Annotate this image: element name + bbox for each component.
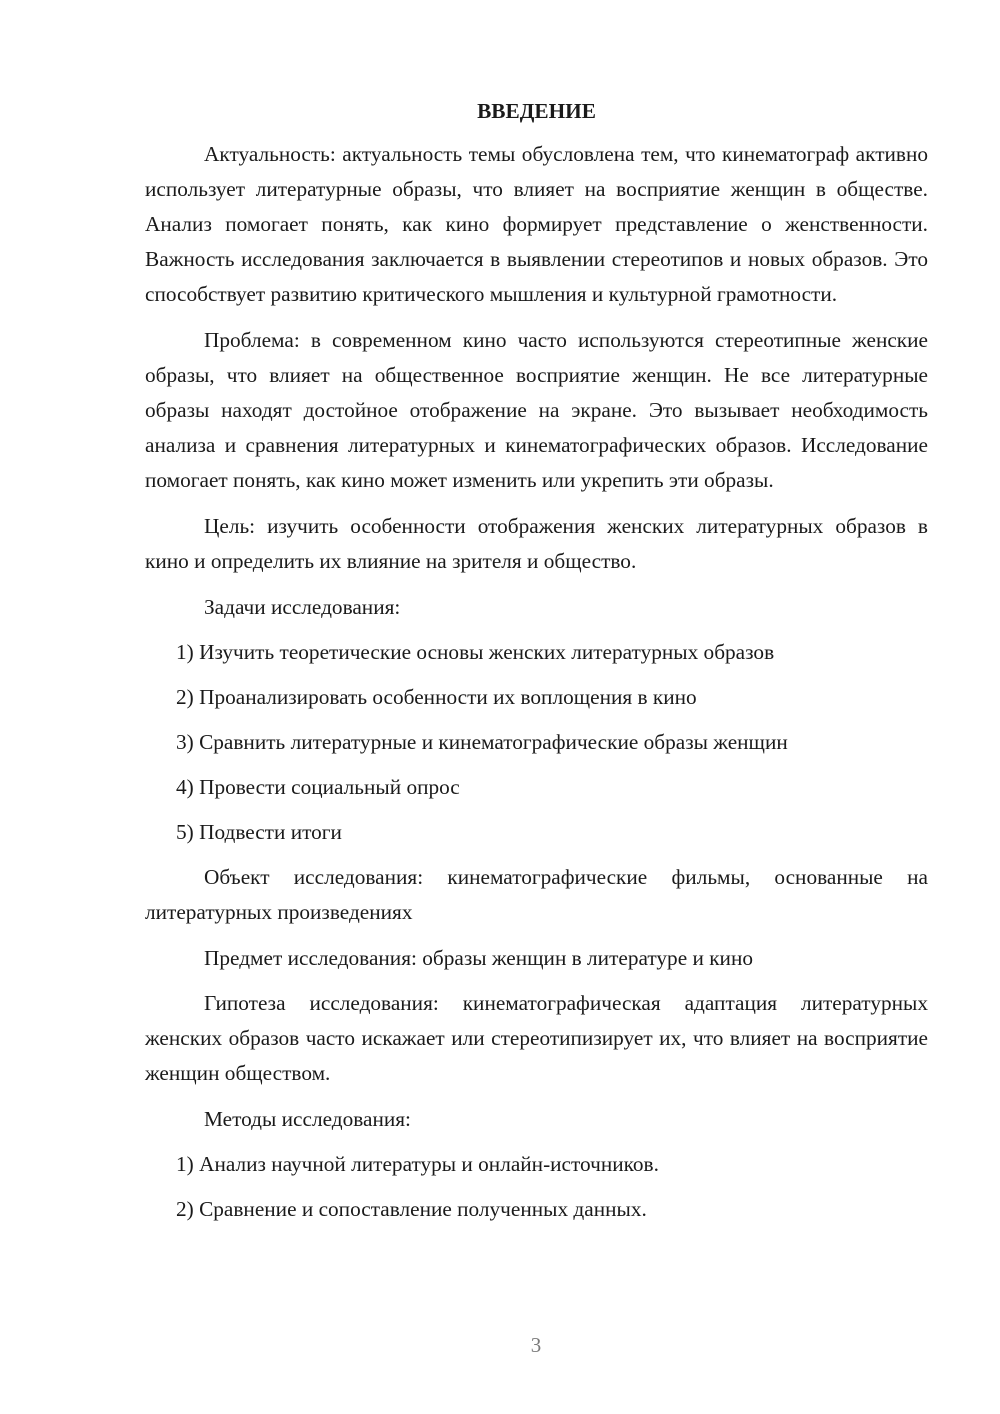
problem-paragraph: Проблема: в современном кино часто используются стереотипные женские образы, что влияет на общественное восприятие женщин. Не все литературные образы находят достойное отображение на экране. Это вызывает необходимость анализа и сравнения литературных и кинематографических образов. Исследование помогает понять, как кино может изменить или укрепить эти образы. bbox=[145, 328, 928, 492]
subject-paragraph: Предмет исследования: образы женщин в литературе и кино bbox=[204, 946, 753, 970]
hypothesis-paragraph: Гипотеза исследования: кинематографическая адаптация литературных женских образов часто искажает или стереотипизирует их, что влияет на восприятие женщин обществом. bbox=[145, 991, 928, 1085]
tasks-list bbox=[145, 635, 928, 850]
page-number: 3 bbox=[530, 1333, 542, 1357]
methods-list bbox=[145, 1147, 928, 1227]
list-item: 3) Сравнить литературные и кинематографические образы женщин bbox=[176, 730, 788, 754]
list-item: 2) Проанализировать особенности их воплощения в кино bbox=[176, 685, 697, 709]
document-page bbox=[145, 96, 928, 1237]
list-item: 1) Анализ научной литературы и онлайн-источников. bbox=[176, 1152, 659, 1176]
list-item: 2) Сравнение и сопоставление полученных данных. bbox=[176, 1197, 647, 1221]
list-item: 5) Подвести итоги bbox=[176, 820, 342, 844]
object-paragraph: Объект исследования: кинематографические фильмы, основанные на литературных произведениях bbox=[145, 865, 928, 924]
tasks-heading: Задачи исследования: bbox=[204, 595, 401, 619]
goal-paragraph: Цель: изучить особенности отображения женских литературных образов в кино и определить их влияние на зрителя и общество. bbox=[145, 514, 928, 573]
methods-heading: Методы исследования: bbox=[204, 1107, 411, 1131]
section-title: ВВЕДЕНИЕ bbox=[477, 99, 596, 123]
list-item: 4) Провести социальный опрос bbox=[176, 775, 460, 799]
list-item: 1) Изучить теоретические основы женских литературных образов bbox=[176, 640, 775, 664]
relevance-paragraph: Актуальность: актуальность темы обусловлена тем, что кинематограф активно использует литературные образы, что влияет на восприятие женщин в обществе. Анализ помогает понять, как кино формирует представление о женственности. Важность исследования заключается в выявлении стереотипов и новых образов. Это способствует развитию критического мышления и культурной грамотности. bbox=[145, 142, 928, 306]
